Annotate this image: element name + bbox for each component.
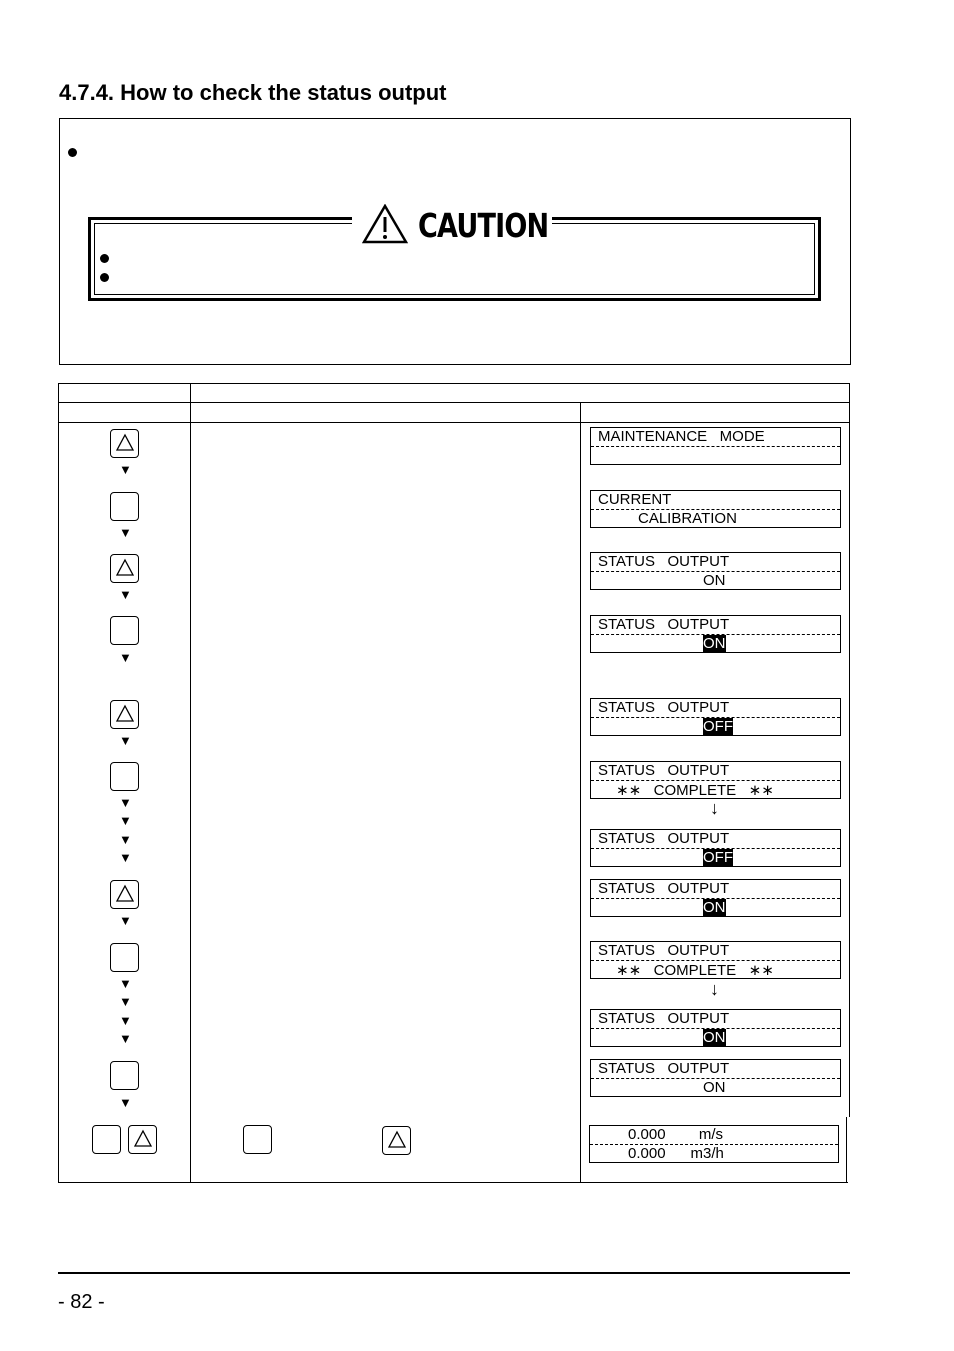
lcd-display: STATUS OUTPUT ON <box>590 1059 841 1097</box>
up-key[interactable] <box>382 1126 411 1155</box>
up-triangle-icon <box>387 1130 407 1150</box>
up-key[interactable] <box>110 700 139 729</box>
step-arrow: ▼ <box>119 650 132 665</box>
step-arrow: ▼ <box>119 1013 132 1028</box>
caution-bullet <box>100 254 109 263</box>
lcd-display-measurement: 0.000 m/s 0.000 m3/h <box>589 1125 839 1163</box>
transition-arrow: ↓ <box>710 979 719 999</box>
step-arrow: ▼ <box>119 525 132 540</box>
lcd-display: STATUS OUTPUT OFF <box>590 829 841 867</box>
up-key[interactable] <box>110 554 139 583</box>
enter-key[interactable] <box>243 1125 272 1154</box>
up-triangle-icon <box>115 704 135 724</box>
step-arrow: ▼ <box>119 587 132 602</box>
step-arrow: ▼ <box>119 1031 132 1046</box>
warning-icon <box>362 204 408 244</box>
caution-header <box>352 202 552 244</box>
step-arrow: ▼ <box>119 813 132 828</box>
lcd-display: MAINTENANCE MODE <box>590 427 841 465</box>
enter-key[interactable] <box>92 1125 121 1154</box>
step-arrow: ▼ <box>119 913 132 928</box>
enter-key[interactable] <box>110 616 139 645</box>
lcd-display: STATUS OUTPUT ON <box>590 879 841 917</box>
up-triangle-icon <box>133 1129 153 1149</box>
step-arrow: ▼ <box>119 1095 132 1110</box>
step-arrow: ▼ <box>119 850 132 865</box>
transition-arrow: ↓ <box>710 798 719 818</box>
caution-title: CAUTION <box>418 206 549 245</box>
up-triangle-icon <box>115 884 135 904</box>
lcd-display: STATUS OUTPUT ON <box>590 615 841 653</box>
lcd-display: STATUS OUTPUT OFF <box>590 698 841 736</box>
step-arrow: ▼ <box>119 795 132 810</box>
enter-key[interactable] <box>110 943 139 972</box>
note-bullet <box>68 148 77 157</box>
step-arrow: ▼ <box>119 733 132 748</box>
step-arrow: ▼ <box>119 994 132 1009</box>
step-arrow: ▼ <box>119 462 132 477</box>
enter-key[interactable] <box>110 1061 139 1090</box>
lcd-display: STATUS OUTPUT ∗∗ COMPLETE ∗∗ <box>590 761 841 799</box>
enter-key[interactable] <box>110 492 139 521</box>
up-triangle-icon <box>115 558 135 578</box>
section-title: 4.7.4. How to check the status output <box>59 80 447 105</box>
enter-key[interactable] <box>110 762 139 791</box>
footer-rule <box>58 1272 850 1274</box>
step-arrow: ▼ <box>119 832 132 847</box>
up-key[interactable] <box>110 429 139 458</box>
lcd-display: STATUS OUTPUT ∗∗ COMPLETE ∗∗ <box>590 941 841 979</box>
up-key[interactable] <box>110 880 139 909</box>
caution-bullet <box>100 273 109 282</box>
lcd-display: STATUS OUTPUT ON <box>590 1009 841 1047</box>
up-key[interactable] <box>128 1125 157 1154</box>
up-triangle-icon <box>115 433 135 453</box>
lcd-display: CURRENT CALIBRATION <box>590 490 841 528</box>
page-number: - 82 - <box>58 1291 105 1313</box>
step-arrow: ▼ <box>119 976 132 991</box>
lcd-display: STATUS OUTPUT ON <box>590 552 841 590</box>
